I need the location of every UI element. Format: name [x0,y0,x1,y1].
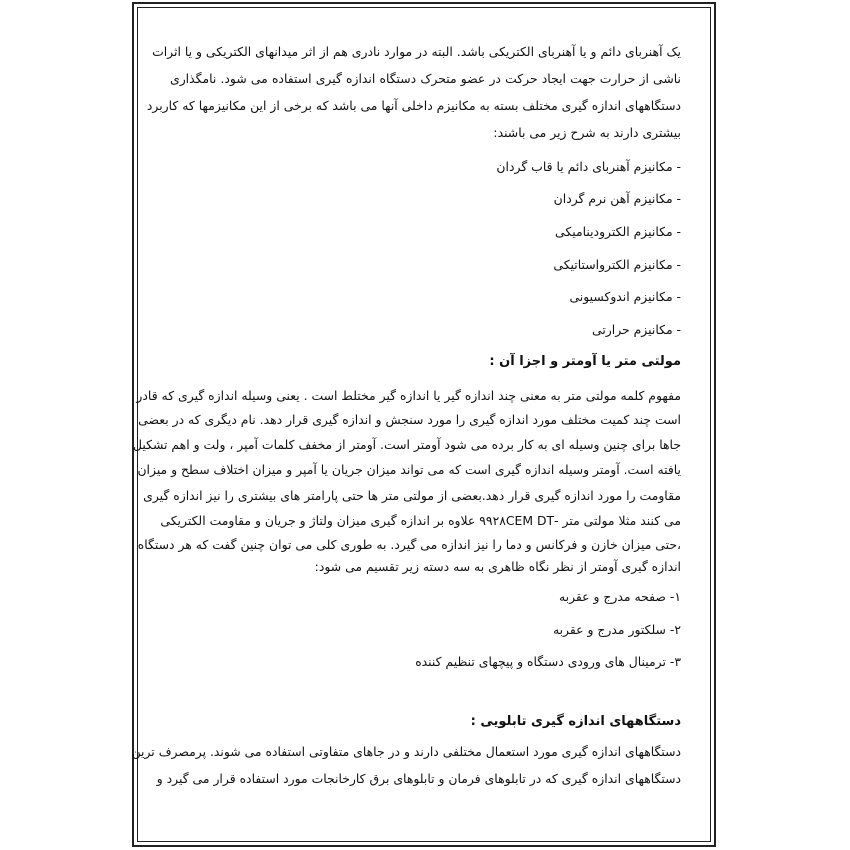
list-item: - مکانیزم آهنربای دائم یا قاب گردان [496,159,681,174]
list-item: - مکانیزم اندوکسیونی [569,289,681,304]
paragraph-line: بیشتری دارند به شرح زیر می باشند: [493,125,681,140]
paragraph-line: یافته است. آومتر وسیله اندازه گیری است که می تواند میزان جریان یا آمپر و میزان اختلاف سطح و میزان [137,462,681,477]
section-heading: دستگاههای اندازه گیری تابلویی : [470,714,681,729]
paragraph-line: مقاومت را مورد اندازه گیری قرار دهد.بعضی از مولتی متر ها حتی پارامتر های بیشتری را نیز اندازه گیری [143,488,681,503]
list-item: - مکانیزم حرارتی [592,322,681,337]
paragraph-line: است چند کمیت مختلف مورد اندازه گیری را مورد سنجش و اندازه گیری قرار دهد. نام دیگری که در بعضی [138,412,681,427]
paragraph-line: اندازه گیری آومتر از نظر نگاه ظاهری به سه دسته زیر تقسیم می شود: [314,559,681,574]
section-heading: مولتی متر یا آومتر و اجزا آن : [489,354,681,369]
list-item: ۳- ترمینال های ورودی دستگاه و پیچهای تنظیم کننده [415,654,681,669]
list-item: - مکانیزم الکترودینامیکی [555,224,681,239]
paragraph-line: دستگاههای اندازه گیری مورد استعمال مختلفی دارند و در جاهای متفاوتی استفاده می شوند. پرمصرف ترین [131,744,681,759]
paragraph-line: ناشی از حرارت جهت ایجاد حرکت در عضو متحرک دستگاه اندازه گیری استفاده می شود. نامگذاری [170,71,681,86]
paragraph-line: یک آهنربای دائم و یا آهنربای الکتریکی باشد. البته در موارد نادری هم از اثر میدانهای الکتریکی و یا اثرات [152,44,681,59]
paragraph-line: دستگاههای اندازه گیری که در تابلوهای فرمان و تابلوهای برق کارخانجات مورد استفاده قرار می گیرد و [156,771,681,786]
list-item: - مکانیزم الکترواستاتیکی [553,257,681,272]
paragraph-line: می کنند مثلا مولتی متر -۹۹۲۸CEM DT علاوه بر اندازه گیری میزان ولتاژ و جریان و مقاومت الکتریکی [160,513,681,528]
paragraph-line: مفهوم کلمه مولتی متر به معنی چند اندازه گیر یا اندازه گیر مختلط است . یعنی وسیله اندازه گیری که قادر [136,388,681,403]
paragraph-line: جاها برای چنین وسیله ای به کار برده می شود آومتر است. آومتر از مخفف کلمات آمپر ، ولت و اهم تشکیل [133,437,681,452]
list-item: ۱- صفحه مدرج و عقربه [558,589,681,604]
paragraph-line: ،حتی میزان خازن و فرکانس و دما را نیز اندازه می گیرد. به طوری کلی می توان چنین گفت که هر دستگاه [137,537,681,552]
list-item: - مکانیزم آهن نرم گردان [553,191,681,206]
list-item: ۲- سلکتور مدرج و عقربه [552,622,681,637]
paragraph-line: دستگاههای اندازه گیری مختلف بسته به مکانیزم داخلی آنها می باشد که برخی از این مکانیزمها که کاربرد [146,98,681,113]
